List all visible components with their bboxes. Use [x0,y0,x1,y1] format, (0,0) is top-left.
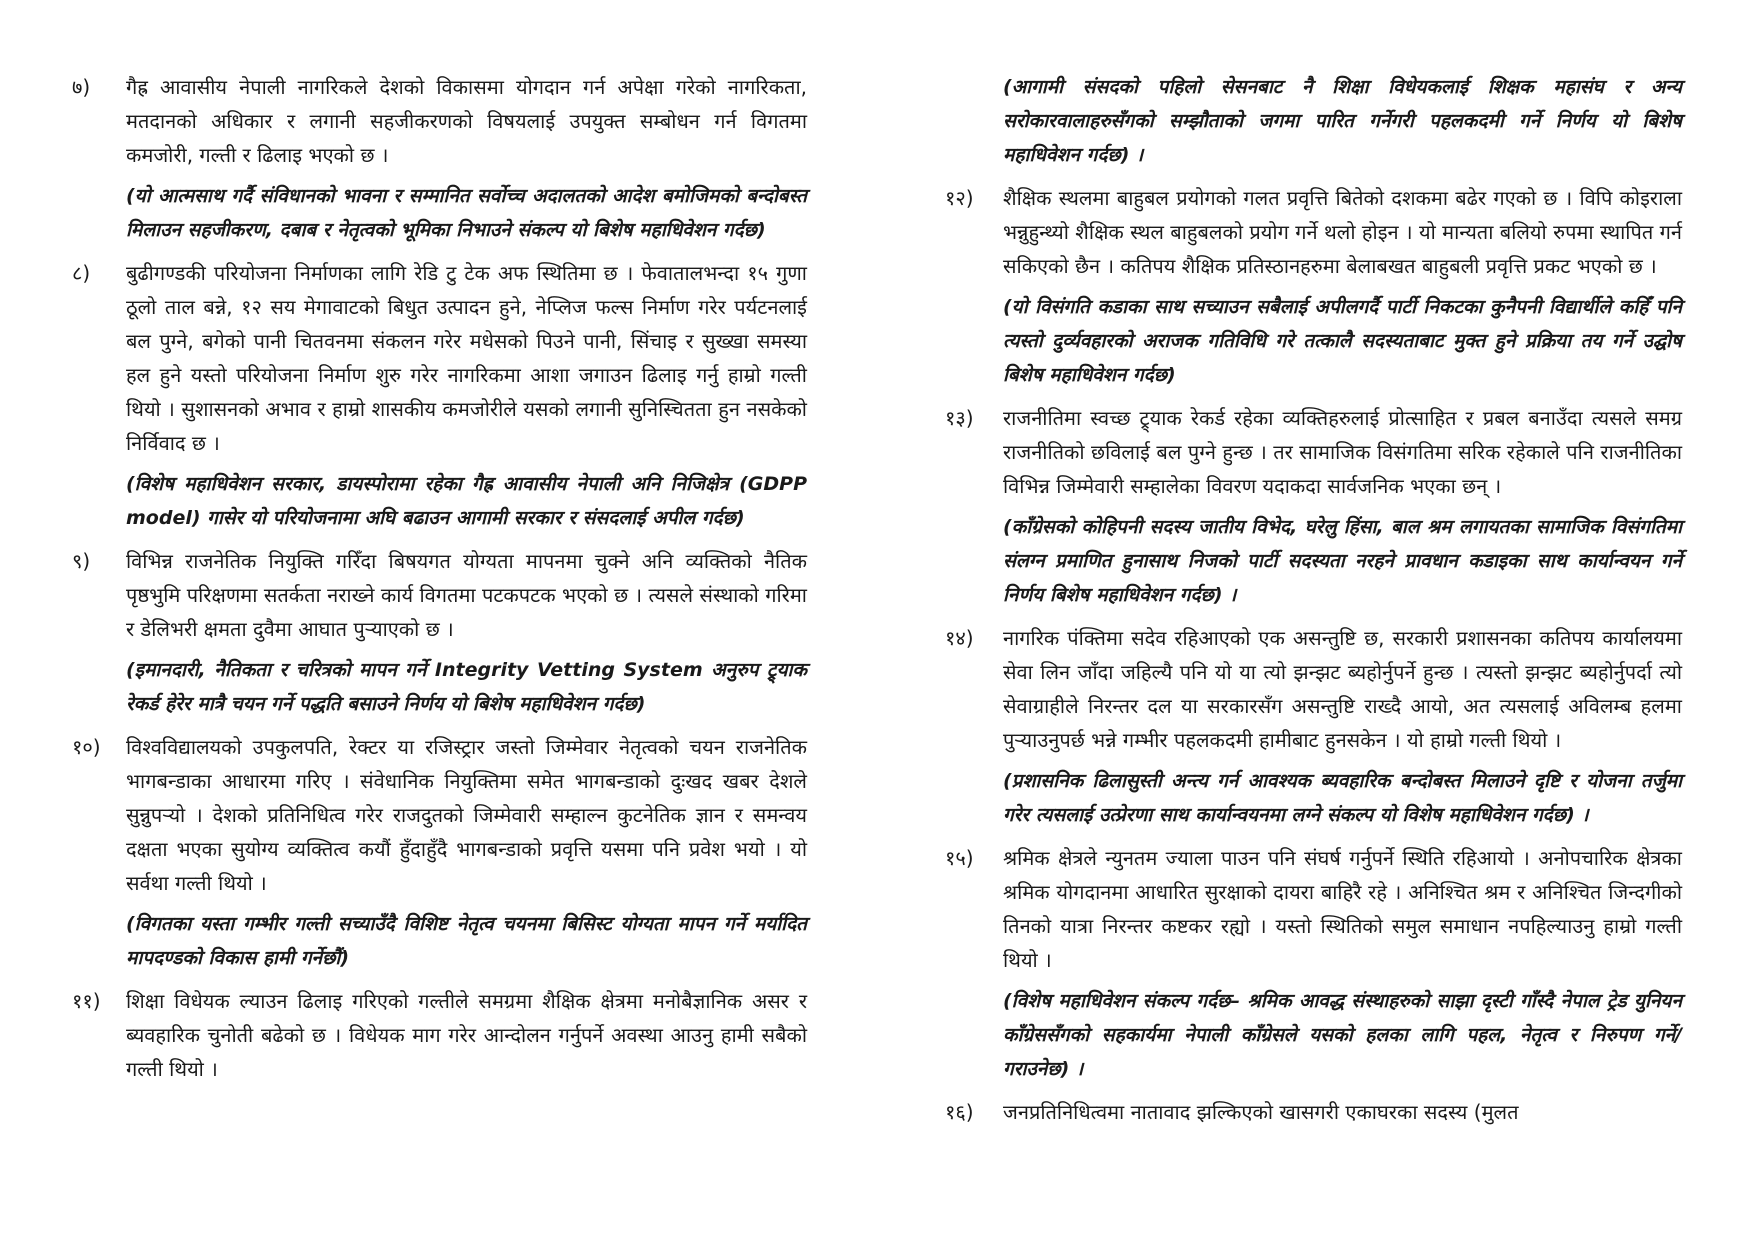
item-number: १५) [945,846,974,870]
left-column [72,70,807,1086]
item-text: विभिन्न राजनेतिक नियुक्ति गरिँदा बिषयगत योग्यता मापनमा चुक्ने अनि व्यक्तिको नैतिक पृष्ठभुमि परिक्षणमा सतर्कता नराख्ने कार्य विगतमा पटकपटक भएको छ । त्यसले संस्थाको गरिमा र डेलिभरी क्षमता दुवैमा आघात पुऱ्याएको छ । [126,549,807,641]
resolution-text: (कॉंग्रेसको कोहिपनी सदस्य जातीय विभेद, घरेलु हिंसा, बाल श्रम लगायतका सामाजिक विसंगतिमा संलग्न प्रमाणित हुनासाथ निजको पार्टी सदस्यता नरहने प्रावधान कडाइका साथ कार्यान्वयन गर्ने निर्णय बिशेष महाधिवेशन गर्दछ) । [1003,516,1682,606]
resolution-text: (प्रशासनिक ढिलासुस्ती अन्त्य गर्न आवश्यक ब्यवहारिक बन्दोबस्त मिलाउने दृष्टि र योजना तर्जुमा गरेर त्यसलाई उत्प्रेरणा साथ कार्यान्वयनमा लग्ने संकल्प यो विशेष महाधिवेशन गर्दछ) । [1003,770,1682,826]
item-text: शिक्षा विधेयक ल्याउन ढिलाइ गरिएको गल्तीले समग्रमा शैक्षिक क्षेत्रमा मनोबैज्ञानिक असर र ब्यवहारिक चुनोती बढेको छ । विधेयक माग गरेर आन्दोलन गर्नुपर्ने अवस्था आउनु हामी सबैको गल्ती थियो । [126,989,807,1081]
resolution-text: (विगतका यस्ता गम्भीर गल्ती सच्याउँदै विशिष्ट नेतृत्व चयनमा बिसिस्ट योग्यता मापन गर्ने मर्यादित मापदण्डको विकास हामी गर्नेछौं) [126,913,807,969]
item-text: नागरिक पंक्तिमा सदेव रहिआएको एक असन्तुष्टि छ, सरकारी प्रशासनका कतिपय कार्यालयमा सेवा लिन जाँदा जहिल्यै पनि यो या त्यो झन्झट ब्यहोर्नुपर्ने हुन्छ । त्यस्तो झन्झट ब्यहोर्नुपर्दा त्यो सेवाग्राहीले निरन्तर दल या सरकारसँग असन्तुष्टि राख्दै आयो, अत त्यसलाई अविलम्ब हलमा पुऱ्याउनुपर्छ भन्ने गम्भीर पहलकदमी हामीबाट हुनसकेन । यो हाम्रो गल्ती थियो । [1003,626,1682,752]
resolution-text: (यो विसंगति कडाका साथ सच्याउन सबैलाई अपीलगर्दै पार्टी निकटका कुनैपनी विद्यार्थीले कहिँ पनि त्यस्तो दुर्व्यवहारको अराजक गतिविधि गरे तत्कालै सदस्यताबाट मुक्त हुने प्रक्रिया तय गर्ने उद्घोष बिशेष महाधिवेशन गर्दछ) [1003,296,1682,386]
resolution-text: (इमानदारी, नैतिकता र चरित्रको मापन गर्ने Integrity Vetting System अनुरुप ट्र्याक रेकर्ड हेरेर मात्रै चयन गर्ने पद्धति बसाउने निर्णय यो बिशेष महाधिवेशन गर्दछ) [126,659,807,715]
item-number: १४) [945,626,974,650]
list-item [945,401,1682,503]
list-item [72,70,807,172]
right-column [945,70,1682,1129]
list-item [72,730,807,900]
item-text: विश्वविद्यालयको उपकुलपति, रेक्टर या रजिस्ट्रार जस्तो जिम्मेवार नेतृत्वको चयन राजनेतिक भागबन्डाका आधारमा गरिए । संवेधानिक नियुक्तिमा समेत भागबन्डाको दुःखद खबर देशले सुन्नुपऱ्यो । देशको प्रतिनिधित्व गरेर राजदुतको जिम्मेवारी सम्हाल्न कुटनेतिक ज्ञान र समन्वय दक्षता भएका सुयोग्य व्यक्तित्व कयौं हुँदाहुँदै भागबन्डाको प्रवृत्ति यसमा पनि प्रवेश भयो । यो सर्वथा गल्ती थियो । [126,735,807,895]
item-text: बुढीगण्डकी परियोजना निर्माणका लागि रेडि टु टेक अफ स्थितिमा छ । फेवातालभन्दा १५ गुणा ठूलो ताल बन्ने, १२ सय मेगावाटको बिधुत उत्पादन हुने, नेप्लिज फल्स निर्माण गरेर पर्यटनलाई बल पुग्ने, बगेको पानी चितवनमा संकलन गरेर मधेसको पिउने पानी, सिंचाइ र सुख्खा समस्या हल हुने यस्तो परियोजना निर्माण शुरु गरेर नागरिकमा आशा जगाउन ढिलाइ गर्नु हाम्रो गल्ती थियो । सुशासनको अभाव र हाम्रो शासकीय कमजोरीले यसको लगानी सुनिस्चितता हुन नसकेको निर्विवाद छ । [126,261,807,455]
item-number: ८) [72,261,91,285]
list-item [72,544,807,646]
item-number: ११) [72,989,101,1013]
list-item [945,621,1682,757]
item-number: ७) [72,75,91,99]
item-text: श्रमिक क्षेत्रले न्युनतम ज्याला पाउन पनि संघर्ष गर्नुपर्ने स्थिति रहिआयो । अनोपचारिक क्षेत्रका श्रमिक योगदानमा आधारित सुरक्षाको दायरा बाहिरै रहे । अनिश्चित श्रम र अनिश्चित जिन्दगीको तिनको यात्रा निरन्तर कष्टकर रह्यो । यस्तो स्थितिको समुल समाधान नपहिल्याउनु हाम्रो गल्ती थियो । [1003,846,1682,972]
item-number: १३) [945,406,974,430]
resolution-text: (विशेष महाधिवेशन सरकार, डायस्पोरामा रहेका गैह्र आवासीय नेपाली अनि निजिक्षेत्र (GDPP model) गासेर यो परियोजनामा अघि बढाउन आगामी सरकार र संसदलाई अपील गर्दछ) [126,473,807,529]
item-number: १०) [72,735,101,759]
list-item [945,1095,1682,1129]
item-number: १२) [945,186,974,210]
resolution-text: (विशेष महाधिवेशन संकल्प गर्दछ– श्रमिक आवद्ध संस्थाहरुको साझा दृस्टी गाँस्दै नेपाल ट्रेड युनियन कॉंग्रेससँगको सहकार्यमा नेपाली कॉंग्रेसले यसको हलका लागि पहल, नेतृत्व र निरुपण गर्ने/गराउनेछ) । [1003,990,1682,1080]
item-number: ९) [72,549,91,573]
list-item [72,256,807,460]
resolution-text: (यो आत्मसाथ गर्दै संविधानको भावना र सम्मानित सर्वोच्च अदालतको आदेश बमोजिमको बन्दोबस्त मिलाउन सहजीकरण, दबाब र नेतृत्वको भूमिका निभाउने संकल्प यो बिशेष महाधिवेशन गर्दछ) [126,185,807,241]
item-text: जनप्रतिनिधित्वमा नातावाद झल्किएको खासगरी एकाघरका सदस्य (मुलत [1003,1100,1519,1124]
item-text: राजनीतिमा स्वच्छ ट्र्याक रेकर्ड रहेका व्यक्तिहरुलाई प्रोत्साहित र प्रबल बनाउँदा त्यसले समग्र राजनीतिको छविलाई बल पुग्ने हुन्छ । तर सामाजिक विसंगतिमा सरिक रहेकाले पनि राजनीतिका विभिन्न जिम्मेवारी सम्हालेका विवरण यदाकदा सार्वजनिक भएका छन् । [1003,406,1682,498]
list-item [945,181,1682,283]
resolution-continuation: (आगामी संसदको पहिलो सेसनबाट नै शिक्षा विधेयकलाई शिक्षक महासंघ र अन्य सरोकारवालाहरुसँगको सम्झौताको जगमा पारित गर्नेगरी पहलकदमी गर्ने निर्णय यो बिशेष महाधिवेशन गर्दछ) । [1003,76,1682,166]
list-item [945,841,1682,977]
item-number: १६) [945,1100,974,1124]
list-item [72,984,807,1086]
item-text: शैक्षिक स्थलमा बाहुबल प्रयोगको गलत प्रवृत्ति बितेको दशकमा बढेर गएको छ । विपि कोइराला भन्नुहुन्थ्यो शैक्षिक स्थल बाहुबलको प्रयोग गर्ने थलो होइन । यो मान्यता बलियो रुपमा स्थापित गर्न सकिएको छैन । कतिपय शैक्षिक प्रतिस्ठानहरुमा बेलाबखत बाहुबली प्रवृत्ति प्रकट भएको छ । [1003,186,1682,278]
item-text: गैह्र आवासीय नेपाली नागरिकले देशको विकासमा योगदान गर्न अपेक्षा गरेको नागरिकता, मतदानको अधिकार र लगानी सहजीकरणको विषयलाई उपयुक्त सम्बोधन गर्न विगतमा कमजोरी, गल्ती र ढिलाइ भएको छ । [126,75,807,167]
